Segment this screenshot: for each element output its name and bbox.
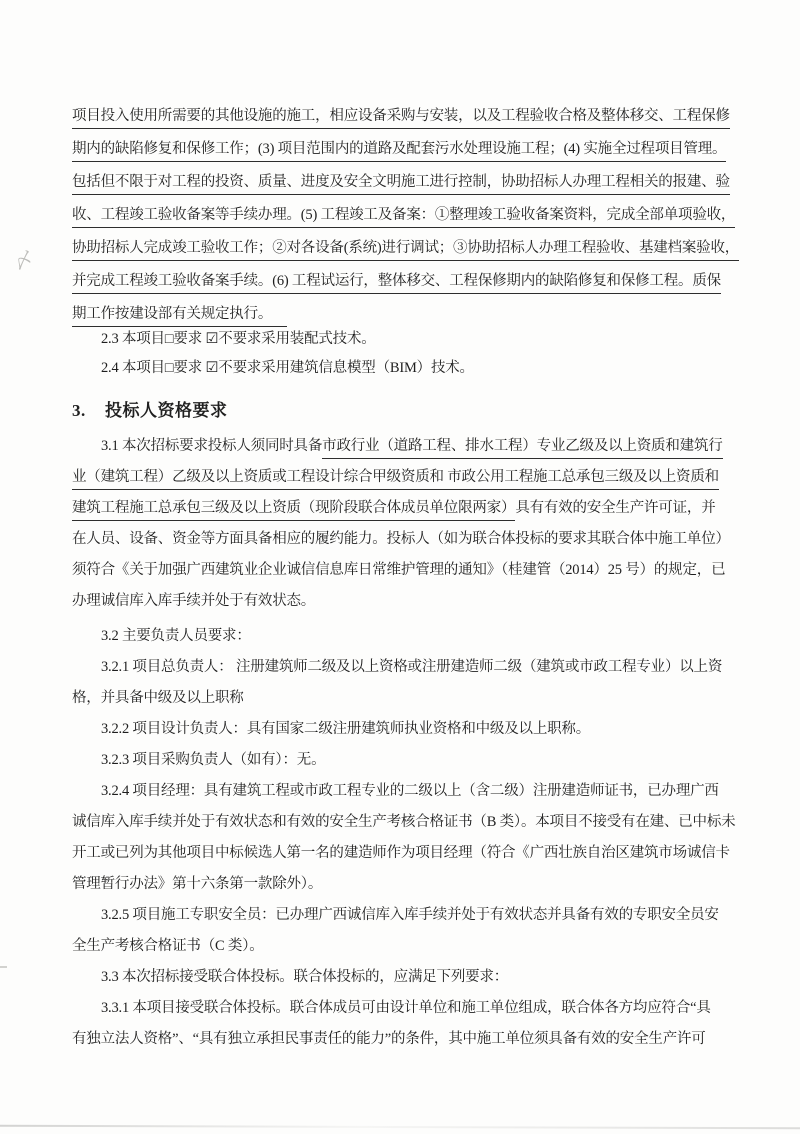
checkbox-unchecked-icon: □ — [164, 360, 174, 376]
scope-of-work-paragraph — [72, 100, 740, 331]
text-segment: 要求 — [173, 360, 206, 376]
text-segment: 协助招标人完成竣工验收工作；②对各设备(系统)进行调试；③协助招标人办理工程验收、基建档案验收， — [72, 239, 739, 261]
text-segment: 期内的缺陷修复和保修工作；(3) 项目范围内的道路及配套污水处理设施工程；(4) 实施全过程项目管理。 — [72, 140, 726, 162]
text-segment: 在人员、设备、资金等方面具备相应的履约能力。投标人（如为联合体投标的要求其联合体中施工单位） — [72, 531, 730, 547]
text-line — [72, 683, 732, 714]
clause-3-2-4 — [72, 776, 736, 900]
text-line — [72, 232, 740, 265]
handwritten-margin-mark: 〆 — [11, 247, 37, 275]
bidder-qualification-heading — [72, 393, 732, 429]
text-segment: 管理暂行办法》第十六条第一款除外）。 — [72, 876, 323, 892]
text-line — [72, 621, 732, 652]
text-line — [72, 555, 732, 586]
scan-edge-artifact — [0, 966, 7, 968]
text-segment: 3.2.1 项目总负责人： 注册建筑师二级及以上资格或注册建造师二级（建筑或市政工程专业）以上资 — [101, 659, 723, 675]
text-line — [72, 993, 732, 1024]
text-line — [72, 524, 732, 555]
text-segment: 全生产考核合格证书（C 类）。 — [72, 938, 264, 954]
clause-3-3 — [72, 962, 732, 993]
text-segment: 诚信库入库手续并处于有效状态和有效的安全生产考核合格证书（B 类）。本项目不接受有在建、已中标未 — [72, 814, 736, 830]
heading-number: 3. — [72, 401, 86, 420]
text-line — [72, 354, 732, 383]
checkbox-checked-icon: ☑ — [205, 360, 219, 376]
checkbox-checked-icon: ☑ — [205, 331, 219, 347]
text-segment — [272, 305, 286, 327]
text-line — [72, 462, 732, 493]
text-segment: 3.2.2 项目设计负责人：具有国家二级注册建筑师执业资格和中级及以上职称。 — [101, 721, 591, 737]
text-segment: 项目投入使用所需要的其他设施的施工，相应设备采购与安装，以及工程验收合格及整体移交、工程保修 — [72, 107, 730, 129]
text-line — [72, 586, 732, 617]
text-line — [72, 199, 736, 232]
text-line — [72, 493, 732, 524]
text-segment: 要求 — [173, 331, 206, 347]
text-line — [72, 431, 732, 462]
text-segment: 开工或已列为其他项目中标候选人第一名的建造师作为项目经理（符合《广西壮族自治区建筑市场诚信卡 — [72, 845, 730, 861]
text-line — [72, 133, 732, 166]
text-line — [72, 714, 732, 745]
clause-3-2-3 — [72, 745, 732, 776]
clause-3-3-1 — [72, 993, 732, 1055]
text-line — [72, 1024, 732, 1055]
text-segment: 建筑工程施工总承包三级及以上资质（现阶段联合体成员单位限两家） — [72, 499, 515, 521]
text-segment: 期工作按建设部有关规定执行。 — [72, 305, 272, 327]
clause-3-2 — [72, 621, 732, 652]
text-line — [72, 166, 732, 199]
text-segment: 市政行业（道路工程、排水工程）专业乙级及以上资质和建筑行 — [322, 437, 722, 459]
text-line — [72, 100, 732, 133]
project-technology-requirements — [72, 325, 732, 383]
text-segment: 业（建筑工程）乙级及以上资质或工程设计综合甲级资质和 市政公用工程施工总承包三级及以上资质和 — [72, 468, 719, 490]
text-segment: 有独立法人资格”、“具有独立承担民事责任的能力”的条件，其中施工单位须具备有效的安全生产许可 — [72, 1031, 706, 1047]
clause-3-1 — [72, 431, 732, 617]
text-segment: 3.3 本次招标接受联合体投标。联合体投标的，应满足下列要求： — [101, 969, 509, 985]
heading-title: 投标人资格要求 — [105, 401, 228, 420]
text-line — [72, 265, 732, 298]
text-line — [72, 652, 732, 683]
text-line — [72, 838, 732, 869]
text-segment: 格，并具备中级及以上职称 — [72, 690, 244, 706]
text-segment: 3.2.5 项目施工专职安全员：已办理广西诚信库入库手续并处于有效状态并具备有效的专职安全员安 — [101, 907, 719, 923]
text-segment: 不要求采用装配式技术。 — [218, 331, 376, 347]
text-segment: 2.4 本项目 — [101, 360, 165, 376]
text-segment: 3.2.4 项目经理：具有建筑工程或市政工程专业的二级以上（含二级）注册建造师证书，已办理广西 — [101, 783, 719, 799]
scan-bottom-edge-line — [0, 1125, 800, 1130]
checkbox-unchecked-icon: □ — [164, 331, 174, 347]
text-segment: 3.2.3 项目采购负责人（如有）：无。 — [101, 752, 326, 768]
text-line — [72, 900, 732, 931]
text-segment: 并完成工程竣工验收备案手续。(6) 工程试运行，整体移交、工程保修期内的缺陷修复和保修工程。质保 — [72, 272, 721, 294]
document-text-column — [72, 100, 740, 1055]
text-segment: 3.1 本次招标要求投标人须同时具备 — [101, 438, 323, 454]
text-line — [72, 962, 732, 993]
text-segment: 收、工程竣工验收备案等手续办理。(5) 工程竣工及备案：①整理竣工验收备案资料，完成全部单项验收， — [72, 206, 735, 228]
text-segment: 须符合《关于加强广西建筑业企业诚信信息库日常维护管理的通知》（桂建管（2014）25 号）的规定，已 — [72, 562, 726, 578]
text-line — [72, 325, 732, 354]
text-segment: 具有有效的安全生产许可证，并 — [515, 500, 716, 516]
text-line — [72, 869, 732, 900]
text-segment: 包括但不限于对工程的投资、质量、进度及安全文明施工进行控制，协助招标人办理工程相关的报建、验 — [72, 173, 730, 195]
clause-3-2-2 — [72, 714, 732, 745]
clause-3-2-1 — [72, 652, 732, 714]
text-segment: 3.3.1 本项目接受联合体投标。联合体成员可由设计单位和施工单位组成，联合体各方均应符合“具 — [101, 1000, 711, 1016]
clause-3-2-5 — [72, 900, 732, 962]
text-line — [72, 745, 732, 776]
text-line — [72, 776, 732, 807]
text-segment: 2.3 本项目 — [101, 331, 165, 347]
text-segment: 3.2 主要负责人员要求： — [101, 628, 251, 644]
text-line — [72, 807, 736, 838]
text-segment: 不要求采用建筑信息模型（BIM）技术。 — [218, 360, 474, 376]
text-segment: 办理诚信库入库手续并处于有效状态。 — [72, 593, 316, 609]
text-line — [72, 931, 732, 962]
